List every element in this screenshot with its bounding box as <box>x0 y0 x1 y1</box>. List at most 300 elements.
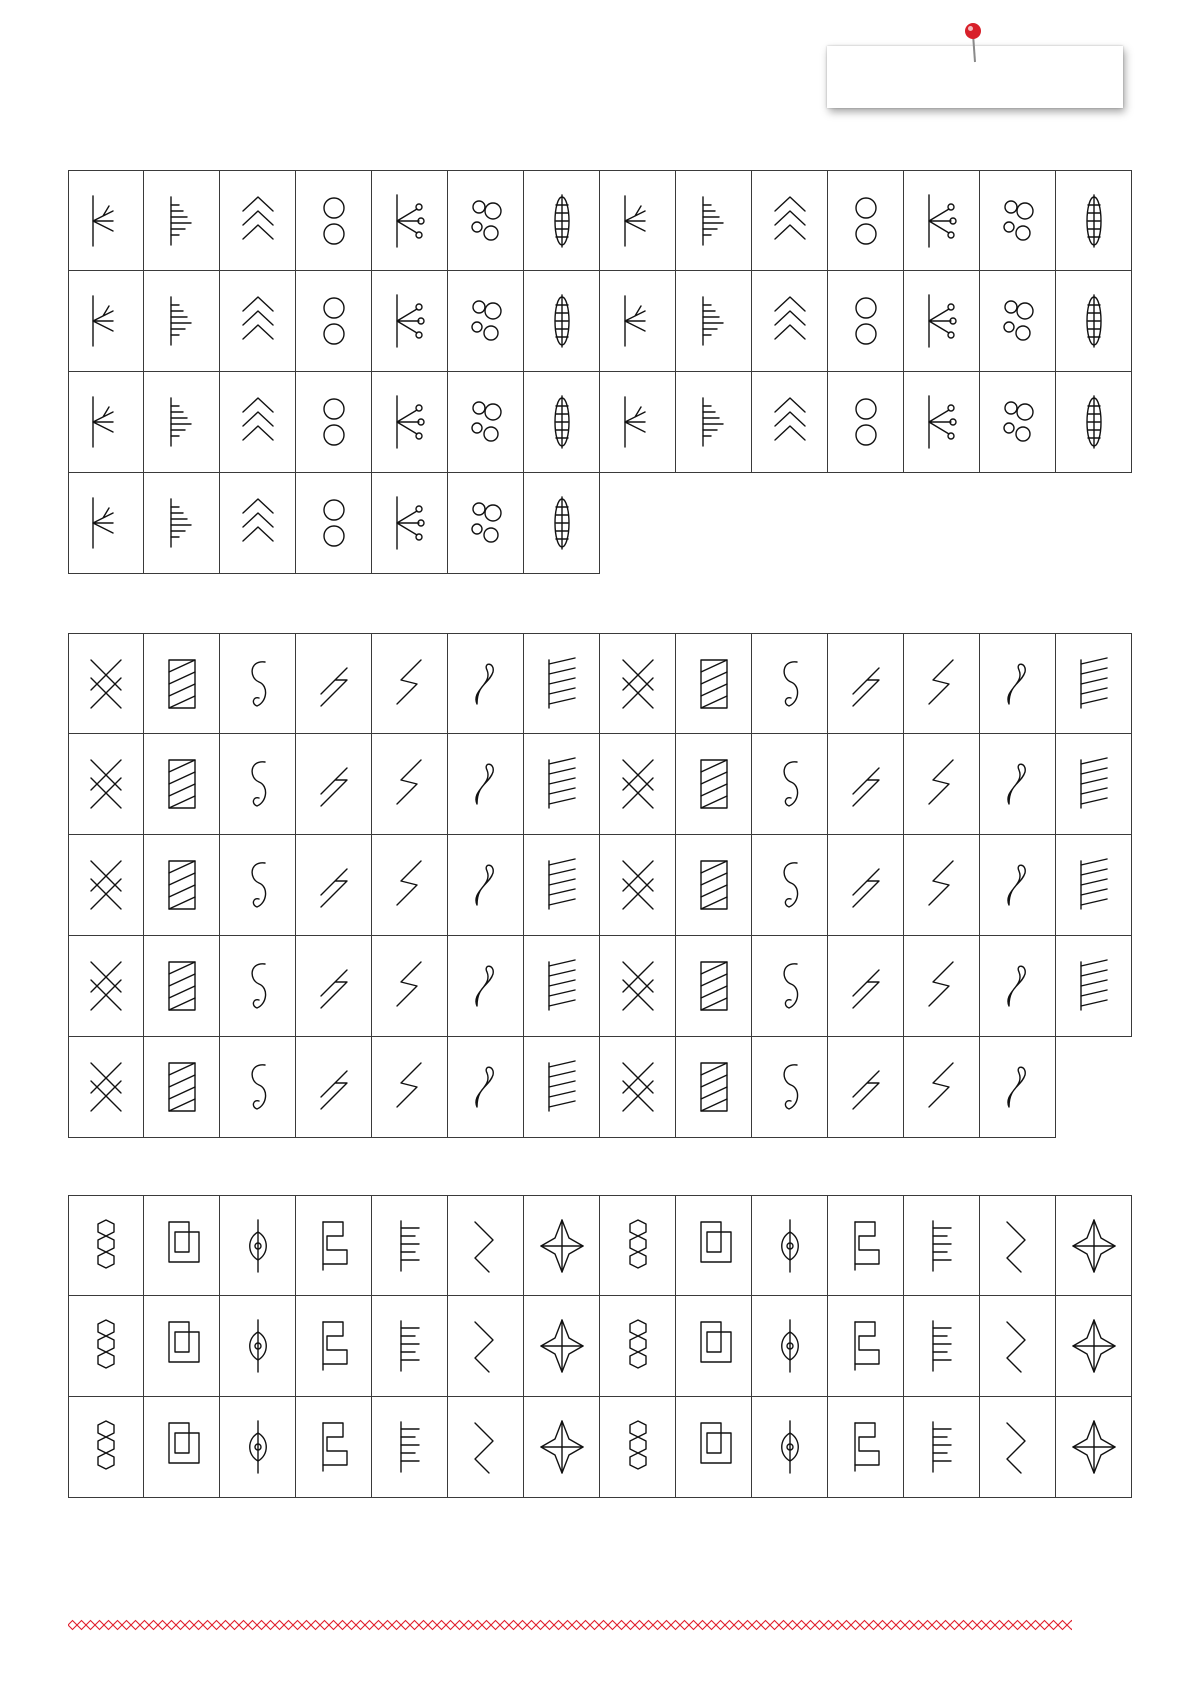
stitch-cell <box>828 734 904 835</box>
loop-branch-icon <box>995 291 1041 351</box>
stitch-cell <box>68 835 144 936</box>
stitch-cell <box>676 1296 752 1397</box>
cat-icon <box>615 1216 661 1276</box>
baby-bottle-icon <box>83 1216 129 1276</box>
stitch-cell <box>296 1037 372 1138</box>
stitch-cell <box>448 936 524 1037</box>
house-icon <box>919 1417 965 1477</box>
stitch-cell <box>676 271 752 372</box>
stitch-cell <box>144 1037 220 1138</box>
star-icon <box>463 1216 509 1276</box>
x-diamond-icon <box>463 1057 509 1117</box>
arrow-diamond-icon <box>83 1057 129 1117</box>
cross-column-icon <box>83 654 129 714</box>
stitch-cell <box>676 1195 752 1296</box>
greek-cross-icon <box>463 855 509 915</box>
asterisk-chain-icon <box>843 654 889 714</box>
stitch-cell <box>372 1195 448 1296</box>
stitch-cell <box>904 372 980 473</box>
stitch-cell <box>752 633 828 734</box>
wave-ribbon-icon <box>995 392 1041 452</box>
stitch-cell <box>372 633 448 734</box>
horse-icon <box>1071 1417 1117 1477</box>
stitch-cell <box>220 271 296 372</box>
stitch-cell <box>144 633 220 734</box>
stitch-cell <box>1056 170 1132 271</box>
stitch-cell <box>372 1296 448 1397</box>
stitch-cell <box>372 372 448 473</box>
diamond-cross-icon <box>463 754 509 814</box>
stitch-cell <box>600 1397 676 1498</box>
stitch-cell <box>296 734 372 835</box>
stitch-cell <box>296 835 372 936</box>
petal-bow-icon <box>235 754 281 814</box>
squirrel-icon <box>995 1316 1041 1376</box>
stitch-cell <box>448 170 524 271</box>
stitch-cell <box>752 271 828 372</box>
stitch-cell <box>980 1397 1056 1498</box>
stitch-cell <box>448 1296 524 1397</box>
diagonal-steps-icon <box>691 855 737 915</box>
leaf-oval-icon <box>1071 956 1117 1016</box>
tricycle-icon <box>919 1216 965 1276</box>
stitch-cell <box>904 835 980 936</box>
chameleon-icon <box>995 1417 1041 1477</box>
bird-nest-icon <box>767 1316 813 1376</box>
stitch-cell <box>600 936 676 1037</box>
tree-branch-icon <box>615 1057 661 1117</box>
flower-column-icon <box>311 956 357 1016</box>
window-grid-icon <box>1071 291 1117 351</box>
stitch-cell <box>980 1195 1056 1296</box>
stitch-cell <box>904 1296 980 1397</box>
step-zigzag-icon <box>539 855 585 915</box>
s-wave-icon <box>691 956 737 1016</box>
stitch-cell <box>220 1296 296 1397</box>
arc-line-icon <box>843 754 889 814</box>
stitch-cell <box>296 1397 372 1498</box>
stitch-cell <box>980 170 1056 271</box>
stitch-cell <box>600 734 676 835</box>
stitch-cell <box>676 734 752 835</box>
teddy-icon <box>235 1417 281 1477</box>
half-moon-fill-icon <box>83 855 129 915</box>
stitch-cell <box>828 1195 904 1296</box>
stitch-cell <box>448 271 524 372</box>
stitch-cell <box>144 271 220 372</box>
steps-icon <box>235 1316 281 1376</box>
stitch-cell <box>524 936 600 1037</box>
stitch-cell <box>372 936 448 1037</box>
stitch-cell <box>220 372 296 473</box>
arrow-comb-icon <box>767 754 813 814</box>
zigzag-bow-icon <box>1071 855 1117 915</box>
diamond-lattice-icon <box>919 191 965 251</box>
stitch-cell <box>524 1397 600 1498</box>
stitch-cell <box>68 1037 144 1138</box>
arrow-leaf-icon <box>311 1057 357 1117</box>
stitch-cell <box>828 271 904 372</box>
oval-stack-icon <box>311 493 357 553</box>
scallop-comb-icon <box>615 754 661 814</box>
cat-sitting-icon <box>539 1417 585 1477</box>
stitch-cell <box>752 1397 828 1498</box>
stitch-cell <box>828 1296 904 1397</box>
stitch-cell <box>1056 734 1132 835</box>
leaf-column-icon <box>387 956 433 1016</box>
flamingo-icon <box>919 1316 965 1376</box>
loop-curl-icon <box>843 1057 889 1117</box>
stitch-cell <box>524 1296 600 1397</box>
stitch-cell <box>220 734 296 835</box>
bow-knot-icon <box>1071 654 1117 714</box>
cross-diamond-icon <box>1071 191 1117 251</box>
stitch-cell <box>372 271 448 372</box>
arc-segments-icon <box>311 855 357 915</box>
stitch-cell <box>68 734 144 835</box>
comb-step-icon <box>539 654 585 714</box>
stitch-cell <box>752 835 828 936</box>
stitch-cell <box>372 170 448 271</box>
zigzag-steps-icon <box>767 654 813 714</box>
slanted-wings-icon <box>387 191 433 251</box>
stitch-cell <box>600 1296 676 1397</box>
satin-wave-icon <box>235 855 281 915</box>
feather-fan-icon <box>539 191 585 251</box>
stitch-cell <box>524 1195 600 1296</box>
double-arc-icon <box>995 754 1041 814</box>
stitch-cell <box>220 1397 296 1498</box>
duck-icon <box>615 1316 661 1376</box>
stitch-cell <box>828 170 904 271</box>
fish-icon <box>691 1316 737 1376</box>
chevron-small-icon <box>539 956 585 1016</box>
train-icon <box>843 1216 889 1276</box>
comb-left-icon <box>463 654 509 714</box>
satin-zigzag-icon <box>311 654 357 714</box>
stitch-cell <box>980 734 1056 835</box>
stitch-cell <box>68 1296 144 1397</box>
leaf-loop-icon <box>387 493 433 553</box>
stitch-cell <box>676 633 752 734</box>
stitch-cell <box>144 372 220 473</box>
stitch-cell <box>980 936 1056 1037</box>
chevron-stack-icon <box>83 291 129 351</box>
stitch-cell <box>372 835 448 936</box>
hourglass-weave-icon <box>311 291 357 351</box>
parasol-icon <box>463 1316 509 1376</box>
stitch-cell <box>828 1397 904 1498</box>
stitch-cell <box>448 372 524 473</box>
stitch-cell <box>1056 835 1132 936</box>
flower-branch-icon <box>83 392 129 452</box>
stitch-cell <box>752 1296 828 1397</box>
grid-box-icon <box>843 855 889 915</box>
sailboat-icon <box>691 1417 737 1477</box>
box-ladder-icon <box>159 654 205 714</box>
circle-chain-icon <box>615 291 661 351</box>
stitch-cell <box>980 1037 1056 1138</box>
stitch-cell <box>828 633 904 734</box>
stitch-cell <box>980 835 1056 936</box>
tractor-icon <box>995 1216 1041 1276</box>
stitch-cell <box>372 473 448 574</box>
stitch-cell <box>676 372 752 473</box>
hot-air-balloon-icon <box>691 1216 737 1276</box>
leaf-diamond-icon <box>159 1057 205 1117</box>
stitch-cell <box>600 271 676 372</box>
triangle-fan-icon <box>311 191 357 251</box>
sun-icon <box>843 1417 889 1477</box>
ship-icon <box>387 1316 433 1376</box>
lantern-icon <box>767 1417 813 1477</box>
stitch-cell <box>296 1195 372 1296</box>
double-chevron-icon <box>235 291 281 351</box>
stitch-cell <box>448 1195 524 1296</box>
bicycle-icon <box>1071 1216 1117 1276</box>
swan-icon <box>843 1316 889 1376</box>
decorative-stitches-table-2 <box>68 633 1132 1138</box>
stitch-cell <box>524 372 600 473</box>
stitch-cell <box>600 170 676 271</box>
clock-icon <box>1071 1316 1117 1376</box>
stitch-cell <box>676 835 752 936</box>
satin-arrow-icon <box>235 654 281 714</box>
push-pin-icon <box>958 18 988 66</box>
stitch-cell <box>524 734 600 835</box>
stitch-cell <box>220 1037 296 1138</box>
guitar-icon <box>767 1216 813 1276</box>
stitch-cell <box>68 633 144 734</box>
spiral-s-icon <box>919 956 965 1016</box>
curl-hook-icon <box>159 956 205 1016</box>
stitch-cell <box>68 1397 144 1498</box>
stitch-cell <box>448 1397 524 1498</box>
long-diamond-icon <box>463 392 509 452</box>
stitch-cell <box>524 170 600 271</box>
stitch-cell <box>524 271 600 372</box>
footer-diamond-border <box>68 1618 1072 1632</box>
fan-half-icon <box>539 392 585 452</box>
grass-fan-icon <box>83 956 129 1016</box>
stitch-cell <box>1056 633 1132 734</box>
satin-arc-icon <box>1071 754 1117 814</box>
stitch-cell <box>144 1296 220 1397</box>
comb-step-line-icon <box>995 855 1041 915</box>
greek-key-icon <box>995 191 1041 251</box>
stitch-cell <box>220 1195 296 1296</box>
stitch-cell <box>904 1037 980 1138</box>
stitch-cell <box>676 1397 752 1498</box>
honeycomb-icon <box>691 291 737 351</box>
stitch-cell <box>904 271 980 372</box>
stitch-cell <box>448 835 524 936</box>
stitch-cell <box>524 1037 600 1138</box>
stitch-cell <box>828 936 904 1037</box>
stitch-cell <box>752 1195 828 1296</box>
chevron-steps-icon <box>615 855 661 915</box>
car-icon <box>311 1316 357 1376</box>
stitch-cell <box>1056 271 1132 372</box>
stitch-cell <box>448 734 524 835</box>
stitch-cell <box>1056 1296 1132 1397</box>
box-stack-icon <box>235 493 281 553</box>
step-line-icon <box>691 654 737 714</box>
stitch-cell <box>296 633 372 734</box>
stitch-cell <box>296 271 372 372</box>
zigzag-diamond-icon <box>235 191 281 251</box>
stitch-cell <box>296 1296 372 1397</box>
bear-icon <box>311 1216 357 1276</box>
lattice-diamond-icon <box>843 191 889 251</box>
fern-corner-icon <box>691 1057 737 1117</box>
slanted-scroll-icon <box>387 392 433 452</box>
stitch-cell <box>296 473 372 574</box>
s-spiral-icon <box>843 956 889 1016</box>
scroll-curl-icon <box>235 392 281 452</box>
box-zigzag-icon <box>767 855 813 915</box>
zigzag-line-icon <box>691 191 737 251</box>
square-spiral-icon <box>159 392 205 452</box>
stitch-cell <box>372 734 448 835</box>
beads-chain-icon <box>311 392 357 452</box>
fan-rays-icon <box>539 493 585 553</box>
octagon-cross-icon <box>767 1057 813 1117</box>
stitch-cell <box>752 936 828 1037</box>
stitch-cell <box>220 473 296 574</box>
stitch-cell <box>828 1037 904 1138</box>
turtle-icon <box>539 1216 585 1276</box>
stitch-cell <box>752 170 828 271</box>
stitch-cell <box>296 170 372 271</box>
ladder-comb-icon <box>159 191 205 251</box>
decorative-stitches-table-1 <box>68 170 1132 574</box>
stitch-cell <box>144 1195 220 1296</box>
stitch-cell <box>904 633 980 734</box>
chevron-stack-icon <box>919 855 965 915</box>
stitch-cell <box>220 170 296 271</box>
stitch-cell <box>904 170 980 271</box>
stitch-cell <box>904 936 980 1037</box>
step-single-icon <box>767 956 813 1016</box>
wagon-icon <box>159 1216 205 1276</box>
zigzag-squares-icon <box>387 855 433 915</box>
y-branch-icon <box>463 291 509 351</box>
stitch-cell <box>904 734 980 835</box>
stitch-cell <box>144 734 220 835</box>
stitch-cell <box>68 1195 144 1296</box>
arrow-cross-icon <box>387 754 433 814</box>
flower-bud-icon <box>691 392 737 452</box>
stitch-cell <box>980 372 1056 473</box>
triangle-step-icon <box>919 392 965 452</box>
spiral-leaf-icon <box>767 291 813 351</box>
stitch-cell <box>1056 1195 1132 1296</box>
loop-wave-icon <box>995 1057 1041 1117</box>
stitch-cell <box>372 1037 448 1138</box>
diamond-stars-icon <box>767 392 813 452</box>
stitch-cell <box>220 835 296 936</box>
satin-crescent-icon <box>159 855 205 915</box>
pirate-icon <box>463 1417 509 1477</box>
stitch-cell <box>904 1397 980 1498</box>
x-branch-icon <box>387 1057 433 1117</box>
stitch-cell <box>524 473 600 574</box>
stitch-cell <box>676 170 752 271</box>
bead-chain-icon <box>83 493 129 553</box>
straight-line-icon <box>995 654 1041 714</box>
starburst-chain-icon <box>539 291 585 351</box>
airliner-icon <box>615 1417 661 1477</box>
bubble-cluster-icon <box>615 392 661 452</box>
hexagon-chain-icon <box>615 654 661 714</box>
stitch-cell <box>600 835 676 936</box>
stitch-cell <box>144 170 220 271</box>
stitch-cell <box>144 835 220 936</box>
stitch-cell <box>144 936 220 1037</box>
butterfly-icon <box>539 1316 585 1376</box>
box-ladder-icon <box>387 291 433 351</box>
carriage-icon <box>387 1417 433 1477</box>
zeppelin-icon <box>83 1316 129 1376</box>
stitch-cell <box>600 1037 676 1138</box>
stitch-cell <box>68 170 144 271</box>
chevron-column-icon <box>615 956 661 1016</box>
stitch-cell <box>752 1037 828 1138</box>
stitch-cell <box>448 633 524 734</box>
arrow-v-icon <box>995 956 1041 1016</box>
ribbon-bow-icon <box>83 754 129 814</box>
stitch-cell <box>68 473 144 574</box>
stitch-cell <box>980 271 1056 372</box>
block-step-icon <box>159 493 205 553</box>
stitch-cell <box>600 633 676 734</box>
stitch-cell <box>828 835 904 936</box>
zigzag-dots-icon <box>311 754 357 814</box>
diamond-arrow-icon <box>539 754 585 814</box>
chevron-column-icon <box>767 191 813 251</box>
arrow-branch-icon <box>83 191 129 251</box>
stitch-cell <box>448 473 524 574</box>
stitch-cell <box>904 1195 980 1296</box>
stitch-cell <box>68 372 144 473</box>
slanted-ladder-icon <box>463 191 509 251</box>
dolphin-icon <box>159 1417 205 1477</box>
stitch-cell <box>372 1397 448 1498</box>
stitch-cell <box>600 372 676 473</box>
leaf-oval-icon <box>235 1057 281 1117</box>
stitch-cell <box>752 372 828 473</box>
stitch-cell <box>1056 372 1132 473</box>
arrow-up-icon <box>463 493 509 553</box>
decorative-stitches-table-3 <box>68 1195 1132 1498</box>
stitch-cell <box>676 1037 752 1138</box>
loop-chain-icon <box>919 1057 965 1117</box>
cross-box-icon <box>843 291 889 351</box>
stitch-cell <box>220 936 296 1037</box>
bead-flower-icon <box>235 956 281 1016</box>
airplane-icon <box>159 1316 205 1376</box>
stitch-cell <box>980 1296 1056 1397</box>
twist-ribbon-icon <box>159 754 205 814</box>
stitch-cell <box>220 633 296 734</box>
stitch-cell <box>1056 936 1132 1037</box>
stitch-cell <box>524 633 600 734</box>
stitch-cell <box>448 1037 524 1138</box>
arc-loop-icon <box>919 754 965 814</box>
arrow-diamond-icon <box>843 392 889 452</box>
stitch-cell <box>144 1397 220 1498</box>
